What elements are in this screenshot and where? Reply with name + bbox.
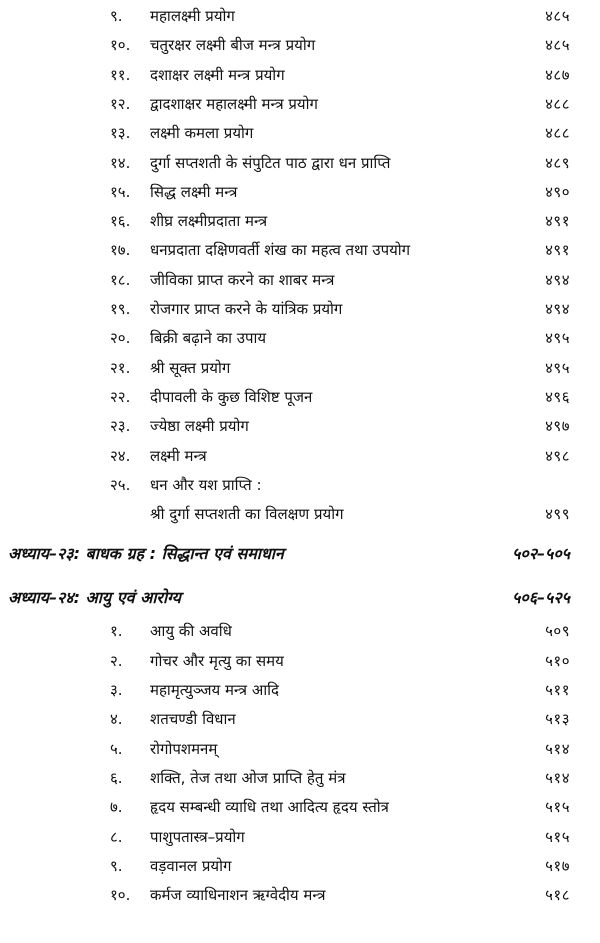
toc-item-title: सिद्ध लक्ष्मी मन्त्र xyxy=(150,182,238,201)
toc-item-page: ५०९ xyxy=(545,622,570,641)
toc-item-page: ५१४ xyxy=(545,768,570,787)
toc-item xyxy=(0,236,600,264)
toc-item xyxy=(0,793,600,821)
toc-item-title: दीपावली के कुछ विशिष्ट पूजन xyxy=(150,387,313,406)
toc-item-page: ४९४ xyxy=(545,300,570,318)
toc-item-title: श्री सूक्त प्रयोग xyxy=(150,358,231,377)
toc-item-page: ४८८ xyxy=(545,124,570,143)
toc-item xyxy=(0,207,600,235)
toc-item xyxy=(0,764,600,792)
toc-item xyxy=(0,266,600,294)
toc-item-number: २१. xyxy=(110,358,131,377)
toc-item-title: चतुरक्षर लक्ष्मी बीज मन्त्र प्रयोग xyxy=(150,36,316,55)
toc-item xyxy=(0,823,600,851)
toc-item-number: ११. xyxy=(110,65,131,84)
toc-item-number: ६. xyxy=(110,768,123,787)
toc-item xyxy=(0,881,600,909)
toc-item-page: ४९४ xyxy=(545,270,570,289)
toc-item xyxy=(0,705,600,733)
toc-chapter-heading xyxy=(0,539,600,569)
toc-item-title: ज्येष्ठा लक्ष्मी प्रयोग xyxy=(150,417,249,436)
toc-item-page: ५१७ xyxy=(545,856,570,875)
toc-item-page: ४९९ xyxy=(545,505,570,524)
toc-item-page: ४९८ xyxy=(545,446,570,465)
toc-item-title: रोगोपशमनम् xyxy=(150,739,218,758)
toc-item-number: १०. xyxy=(110,36,131,55)
toc-item-title: लक्ष्मी मन्त्र xyxy=(150,446,207,465)
toc-item xyxy=(0,178,600,206)
toc-item-page: ५१३ xyxy=(545,710,570,729)
toc-item-title: शतचण्डी विधान xyxy=(150,710,236,729)
toc-item-title: कर्मज व्याधिनाशन ऋग्वेदीय मन्त्र xyxy=(150,886,326,905)
toc-item-title: बिक्री बढ़ाने का उपाय xyxy=(150,329,267,348)
toc-item-title: वड़वानल प्रयोग xyxy=(150,856,232,875)
toc-item xyxy=(0,383,600,411)
chapter-title: अध्याय–२३: बाधक ग्रह : सिद्धान्त एवं समाधान xyxy=(8,544,284,564)
toc-item-title: महामृत्युञ्जय मन्त्र आदि xyxy=(150,681,280,699)
toc-item xyxy=(0,471,600,499)
toc-item-page: ५१४ xyxy=(545,739,570,758)
toc-item-number: ७. xyxy=(110,798,123,817)
toc-item xyxy=(0,61,600,89)
toc-item-number: १४. xyxy=(110,153,131,172)
toc-item-number: १७. xyxy=(110,241,131,260)
toc-item-number: ९. xyxy=(110,856,123,875)
toc-item xyxy=(0,852,600,880)
toc-item-number: १०. xyxy=(110,886,131,905)
toc-item xyxy=(0,324,600,352)
toc-item-title: जीविका प्राप्त करने का शाबर मन्त्र xyxy=(150,270,335,289)
toc-item-number: १८. xyxy=(110,270,131,289)
toc-item-title: महालक्ष्मी प्रयोग xyxy=(150,7,235,25)
toc-item-page: ४९७ xyxy=(545,417,570,436)
toc-item-number: ९. xyxy=(110,7,123,25)
toc-item-page: ५१५ xyxy=(545,827,570,846)
toc-item-title: गोचर और मृत्यु का समय xyxy=(150,651,284,670)
toc-item xyxy=(0,735,600,763)
toc-item xyxy=(0,412,600,440)
toc-item-title: शीघ्र लक्ष्मीप्रदाता मन्त्र xyxy=(150,212,268,231)
toc-item xyxy=(0,295,600,323)
toc-item-page: ४८९ xyxy=(545,153,570,172)
chapter-page-range: ५०६–५२५ xyxy=(512,588,570,608)
toc-item-page: ५१५ xyxy=(545,798,570,817)
toc-item-title: धनप्रदाता दक्षिणवर्ती शंख का महत्व तथा उपयोग xyxy=(150,241,411,260)
toc-item xyxy=(0,647,600,675)
toc-item-title: आयु की अवधि xyxy=(150,622,232,641)
chapter-page-range: ५०२–५०५ xyxy=(512,544,570,564)
toc-item-number: २२. xyxy=(110,387,131,406)
toc-item-title: श्री दुर्गा सप्तशती का विलक्षण प्रयोग xyxy=(150,505,344,524)
toc-item-page: ४९५ xyxy=(545,329,570,348)
toc-item-number: ५. xyxy=(110,739,123,758)
toc-item-number: १. xyxy=(110,622,123,641)
toc-item xyxy=(0,119,600,147)
toc-item xyxy=(0,617,600,645)
toc-item-page: ४८५ xyxy=(545,36,570,55)
toc-item-title: धन और यश प्राप्ति : xyxy=(150,475,262,494)
toc-item-number: २०. xyxy=(110,329,131,348)
toc-item xyxy=(0,2,600,30)
toc-item-number: ८. xyxy=(110,827,123,846)
toc-chapter-heading xyxy=(0,583,600,613)
toc-item-number: १६. xyxy=(110,212,131,231)
toc-item-number: १३. xyxy=(110,124,131,143)
toc-item-number: १५. xyxy=(110,182,131,201)
toc-item-title: दशाक्षर लक्ष्मी मन्त्र प्रयोग xyxy=(150,65,285,84)
toc-item-number: २५. xyxy=(110,475,131,494)
toc-item-number: १२. xyxy=(110,94,131,113)
toc-item-number: २३. xyxy=(110,417,131,436)
toc-item-page: ५१० xyxy=(545,651,570,670)
toc-item xyxy=(0,31,600,59)
toc-item-number: २. xyxy=(110,651,123,670)
toc-item-page: ४८५ xyxy=(545,7,570,25)
toc-item-page: ४९५ xyxy=(545,358,570,377)
toc-item-title: हृदय सम्बन्धी व्याधि तथा आदित्य हृदय स्तोत्र xyxy=(150,798,389,817)
toc-item-page: ५१८ xyxy=(545,886,570,905)
toc-item xyxy=(0,676,600,704)
toc-item xyxy=(0,90,600,118)
toc-item-title: लक्ष्मी कमला प्रयोग xyxy=(150,124,254,143)
toc-item-number: ३. xyxy=(110,681,123,699)
toc-item-title: द्वादशाक्षर महालक्ष्मी मन्त्र प्रयोग xyxy=(150,94,318,113)
toc-item-page: ४९१ xyxy=(545,212,570,231)
toc-item-page: ४८७ xyxy=(545,65,570,84)
toc-item xyxy=(0,149,600,177)
toc-item-title: रोजगार प्राप्त करने के यांत्रिक प्रयोग xyxy=(150,300,343,318)
toc-item-page: ४९१ xyxy=(545,241,570,260)
toc-item-number: २४. xyxy=(110,446,131,465)
toc-item-continuation xyxy=(0,500,600,528)
toc-item-title: पाशुपतास्त्र–प्रयोग xyxy=(150,827,245,846)
toc-item-page: ४९६ xyxy=(545,387,570,406)
toc-item-number: १९. xyxy=(110,300,131,318)
toc-item-title: शक्ति, तेज तथा ओज प्राप्ति हेतु मंत्र xyxy=(150,768,346,787)
toc-item-title: दुर्गा सप्तशती के संपुटित पाठ द्वारा धन प्राप्ति xyxy=(150,153,391,172)
toc-item xyxy=(0,442,600,470)
toc-item-number: ४. xyxy=(110,710,123,729)
toc-item-page: ४८८ xyxy=(545,94,570,113)
toc-item xyxy=(0,354,600,382)
toc-item-page: ५११ xyxy=(545,681,570,699)
chapter-title: अध्याय–२४: आयु एवं आरोग्य xyxy=(8,588,181,608)
toc-item-page: ४९० xyxy=(545,182,570,201)
